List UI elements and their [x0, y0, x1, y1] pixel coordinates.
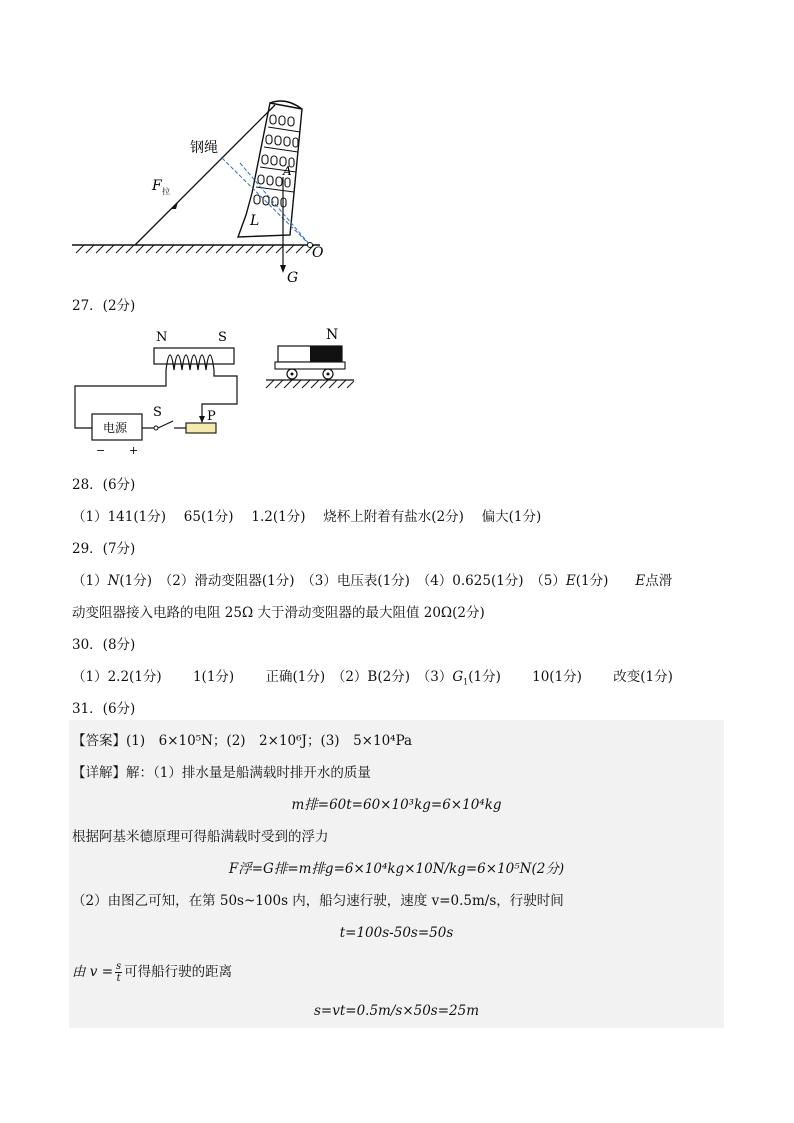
q31-text4 [72, 960, 232, 984]
q29-l1-e2: E [635, 573, 646, 589]
fraction-num: s [116, 961, 122, 972]
q29-header: 29．(7分) [72, 541, 136, 557]
force-label: F [152, 178, 162, 194]
cart-n-label: N [326, 327, 339, 343]
q30-g-sub: 1 [463, 677, 469, 687]
coil-n-label: N [156, 330, 168, 345]
q31-eq2: F浮=G排=m排g=6×10⁴kg×10N/kg=6×10⁵N(2分) [228, 861, 565, 877]
force-label-sub: 拉 [162, 187, 170, 196]
q29-l1-e: E [565, 573, 576, 589]
q29-l1-b: (1分) （2）滑动变阻器(1分) （3）电压表(1分) （4）0.625(1分) （5） [119, 573, 566, 589]
q28-header: 28．(6分) [72, 477, 136, 493]
rheostat [186, 423, 216, 433]
q27-header: 27．(2分) [72, 298, 136, 314]
q30-g: G [452, 669, 464, 685]
rope-label: 钢绳 [190, 140, 218, 156]
q31-text4-a: 由 v = [72, 964, 114, 980]
pivot-o-label: O [312, 245, 324, 261]
q31-answer-line: 【答案】(1) 6×10⁵N；(2) 2×10⁶J；(3) 5×10⁴Pa [72, 733, 413, 749]
q30-header: 30．(8分) [72, 637, 136, 653]
power-label: 电源 [103, 421, 128, 435]
q31-text3: （2）由图乙可知，在第 50s~100s 内，船匀速行驶，速度 v=0.5m/s，行驶时间 [72, 893, 564, 909]
q29-l1-n: N [107, 573, 120, 589]
gravity-label: G [287, 270, 299, 285]
point-a-label: A [283, 164, 292, 178]
q29-l1-c: (1分) [575, 573, 636, 589]
q31-text2: 根据阿基米德原理可得船满载时受到的浮力 [72, 829, 329, 845]
q31-velocity-fraction [115, 961, 122, 984]
q30-part1: （1）2.2(1分) 1(1分) 正确(1分) （2）B(2分) （3） [72, 669, 453, 685]
q30-part2: (1分) 10(1分) 改变(1分) [468, 669, 673, 685]
power-minus-label: − [96, 444, 106, 457]
switch-s [158, 421, 173, 428]
q31-eq1: m排=60t=60×10³kg=6×10⁴kg [291, 797, 502, 813]
tower-drawing [238, 101, 302, 237]
q29-l1-a: （1） [72, 573, 108, 589]
q30-answer [72, 665, 673, 687]
q29-l1-d: 点滑 [645, 573, 673, 589]
fraction-den: t [116, 973, 121, 984]
q28-answer: （1）141(1分) 65(1分) 1.2(1分) 烧杯上附着有盐水(2分) 偏大(1分) [72, 509, 542, 525]
q31-eq4: s=vt=0.5m/s×50s=25m [313, 1003, 480, 1019]
q31-detail-line: 【详解】解：（1）排水量是船满载时排开水的质量 [72, 765, 371, 781]
q29-answer-line2: 动变阻器接入电路的电阻 25Ω 大于滑动变阻器的最大阻值 20Ω(2分) [72, 605, 485, 621]
q31-header: 31．(6分) [72, 701, 136, 717]
electromagnet-circuit-figure [70, 326, 370, 458]
q31-text4-b: 可得船行驶的距离 [124, 964, 233, 980]
coil-s-label: S [218, 330, 227, 345]
q29-answer-line1 [72, 569, 672, 589]
lever-l-label: L [250, 213, 260, 229]
tower-figure [70, 95, 330, 285]
force-arrow-f [171, 202, 178, 209]
switch-s-label: S [153, 405, 162, 420]
q31-eq3: t=100s-50s=50s [339, 925, 454, 941]
slider-p-label: P [207, 409, 216, 424]
power-plus-label: + [129, 444, 139, 457]
